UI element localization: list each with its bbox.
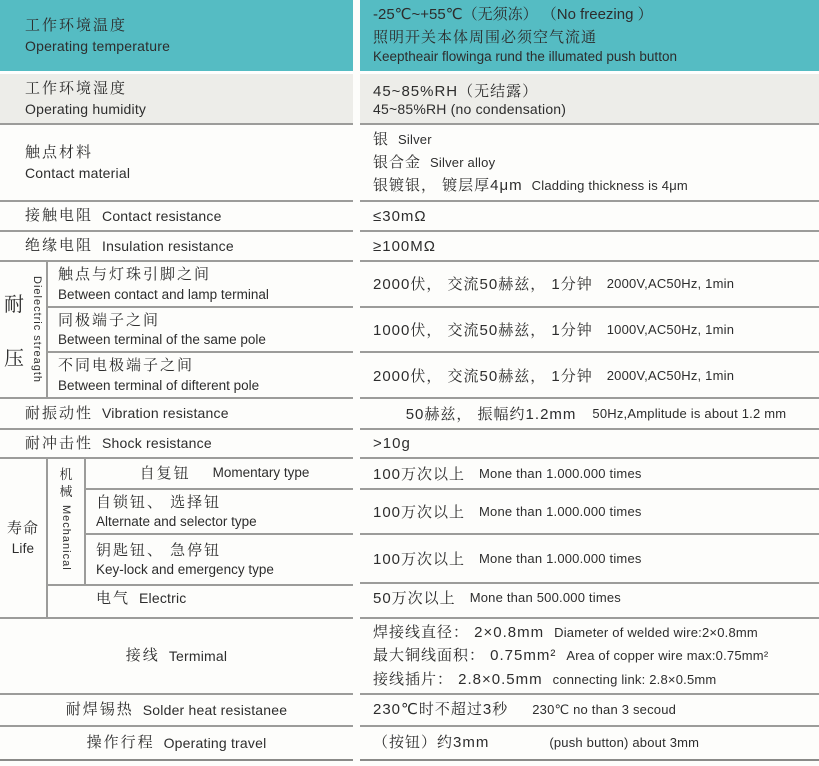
column-divider: [353, 262, 360, 399]
temperature-label-en: Operating temperature: [25, 37, 171, 54]
cell-solder-label: [0, 695, 353, 727]
life-sublabel-momentary: 自复钮 Momentary type: [86, 459, 353, 490]
row-terminal: [0, 619, 819, 695]
life-value-electric: 50万次以上 Mone than 500.000 times: [373, 590, 621, 607]
shock-label-en: Shock resistance: [102, 435, 212, 452]
solder-value-zh: 230℃时不超过3秒: [373, 700, 509, 718]
cell-humidity-value: [360, 74, 819, 125]
column-divider: [353, 459, 360, 619]
row-insulation-resistance: [0, 232, 819, 262]
humidity-value-en: 45~85%RH (no condensation): [373, 101, 567, 117]
vibration-value-en: 50Hz,Amplitude is about 1.2 mm: [592, 406, 787, 421]
cell-life-labels: [0, 459, 353, 619]
cell-contact-resistance-label: [0, 202, 353, 232]
cell-temperature-label: [0, 0, 353, 74]
dielectric-group-label: [0, 262, 48, 397]
column-divider: [353, 125, 360, 202]
row-shock-resistance: [0, 430, 819, 459]
dielectric-label-en-vertical: Dielectric streagth: [31, 275, 43, 384]
row-vibration-resistance: [0, 399, 819, 430]
mechanical-label-en-vertical: Mechanical: [60, 504, 72, 571]
vibration-label-zh: 耐振动性: [25, 404, 94, 422]
cell-travel-label: [0, 727, 353, 761]
life-sublabel-keylock: 钥匙钮、 急停钮 Key-lock and emergency type: [96, 541, 274, 578]
cell-dielectric-values: [360, 262, 819, 399]
cell-vibration-value: [360, 399, 819, 430]
terminal-label-zh: 接线: [125, 647, 160, 665]
life-group-label: [0, 459, 48, 617]
column-divider: [353, 399, 360, 430]
life-sublabel-electric: 电气 Electric: [48, 584, 353, 611]
life-value-momentary: 100万次以上 Mone than 1.000.000 times: [360, 459, 819, 490]
cell-contact-material-label: [0, 125, 353, 202]
cell-humidity-label: [0, 74, 353, 125]
temperature-label-zh: 工作环境温度: [25, 17, 128, 35]
cell-terminal-value: [360, 619, 819, 695]
cell-shock-value: [360, 430, 819, 459]
shock-value: >10g: [373, 435, 411, 452]
humidity-value-zh: 45~85%RH（无结露）: [373, 83, 539, 100]
temperature-value-note-en: Keeptheair flowinga rund the illumated push button: [373, 48, 677, 64]
row-contact-resistance: [0, 202, 819, 232]
dielectric-sub-labels: [48, 262, 353, 397]
humidity-label-zh: 工作环境湿度: [25, 80, 128, 98]
temperature-value-range: -25℃~+55℃（无须冻） （No freezing ）: [373, 6, 653, 24]
life-sublabel-alternate: 自锁钮、 选择钮 Alternate and selector type: [86, 490, 353, 535]
temperature-value-note-zh: 照明开关本体周围必须空气流通: [373, 28, 598, 46]
column-divider: [353, 695, 360, 727]
contact-resistance-value: ≤30mΩ: [373, 207, 427, 225]
vibration-value-zh: 50赫兹， 振幅约1.2mm: [405, 406, 577, 423]
terminal-label-en: Termimal: [168, 647, 228, 664]
row-contact-material: [0, 125, 819, 202]
dielectric-value-3: 2000伏， 交流50赫兹， 1分钟 2000V,AC50Hz, 1min: [373, 367, 735, 385]
cell-vibration-label: [0, 399, 353, 430]
cell-temperature-value: [360, 0, 819, 74]
humidity-label-en: Operating humidity: [25, 100, 147, 117]
life-label-zh: 寿命: [6, 520, 39, 538]
cell-life-values: [360, 459, 819, 619]
insulation-resistance-value: ≥100MΩ: [373, 237, 436, 255]
column-divider: [353, 232, 360, 262]
cell-dielectric-labels: [0, 262, 353, 399]
cell-travel-value: [360, 727, 819, 761]
dielectric-value-2: 1000伏， 交流50赫兹， 1分钟 1000V,AC50Hz, 1min: [360, 308, 819, 354]
solder-label-zh: 耐焊锡热: [65, 701, 134, 719]
insulation-resistance-label-en: Insulation resistance: [102, 237, 234, 254]
insulation-resistance-label-zh: 绝缘电阻: [25, 237, 94, 255]
travel-value-zh: （按钮）约3mm: [373, 733, 490, 751]
contact-material-label-en: Contact material: [25, 164, 131, 181]
column-divider: [353, 727, 360, 761]
dielectric-sublabel-1: 触点与灯珠引脚之间 Between contact and lamp terminal: [48, 262, 353, 308]
material-line-silver: 银 Silver: [373, 130, 432, 148]
solder-value-en: 230℃ no than 3 secoud: [532, 701, 677, 717]
cell-terminal-label: [0, 619, 353, 695]
cell-shock-label: [0, 430, 353, 459]
life-value-keylock: 100万次以上 Mone than 1.000.000 times: [360, 535, 819, 584]
material-line-silver-alloy: 银合金 Silver alloy: [373, 153, 496, 171]
row-solder-heat-resistance: [0, 695, 819, 727]
row-operating-humidity: [0, 74, 819, 125]
column-divider: [353, 430, 360, 459]
cell-contact-material-value: [360, 125, 819, 202]
column-divider: [353, 0, 360, 74]
travel-label-zh: 操作行程: [86, 734, 155, 752]
row-operating-temperature: [0, 0, 819, 74]
dielectric-sublabel-3: 不同电极端子之间 Between terminal of difterent pole: [58, 357, 260, 393]
contact-resistance-label-zh: 接触电阻: [25, 207, 94, 225]
dielectric-value-1: 2000伏， 交流50赫兹， 1分钟 2000V,AC50Hz, 1min: [360, 262, 819, 308]
column-divider: [353, 619, 360, 695]
travel-value-en: (push button) about 3mm: [549, 734, 700, 750]
section-dielectric-strength: [0, 262, 819, 399]
life-label-en: Life: [11, 540, 35, 556]
cell-contact-resistance-value: [360, 202, 819, 232]
terminal-line-copper-area: 最大铜线面积： 0.75mm² Area of copper wire max:0.75mm²: [373, 647, 769, 665]
cell-insulation-resistance-value: [360, 232, 819, 262]
life-value-alternate: 100万次以上 Mone than 1.000.000 times: [360, 490, 819, 535]
dielectric-sublabel-2: 同极端子之间 Between terminal of the same pole: [48, 308, 353, 354]
row-operating-travel: [0, 727, 819, 761]
contact-material-label-zh: 触点材料: [25, 144, 94, 162]
contact-resistance-label-en: Contact resistance: [102, 207, 222, 224]
cell-insulation-resistance-label: [0, 232, 353, 262]
section-life: [0, 459, 819, 619]
travel-label-en: Operating travel: [163, 734, 267, 751]
solder-label-en: Solder heat resistanee: [142, 701, 288, 718]
mechanical-group-label: 机 械 Mechanical: [48, 459, 86, 584]
column-divider: [353, 202, 360, 232]
column-divider: [353, 74, 360, 125]
cell-solder-value: [360, 695, 819, 727]
shock-label-zh: 耐冲击性: [25, 434, 94, 452]
dielectric-label-zh: 耐 压: [4, 294, 24, 370]
terminal-line-connecting-link: 接线插片： 2.8×0.5mm connecting link: 2.8×0.5mm: [373, 670, 717, 688]
vibration-label-en: Vibration resistance: [102, 405, 229, 422]
material-line-cladding: 银镀银， 镀层厚4μm Cladding thickness is 4μm: [373, 177, 688, 195]
mechanical-group: [48, 459, 353, 584]
terminal-line-wire-diameter: 焊接线直径： 2×0.8mm Diameter of welded wire:2×0.8mm: [373, 624, 758, 642]
